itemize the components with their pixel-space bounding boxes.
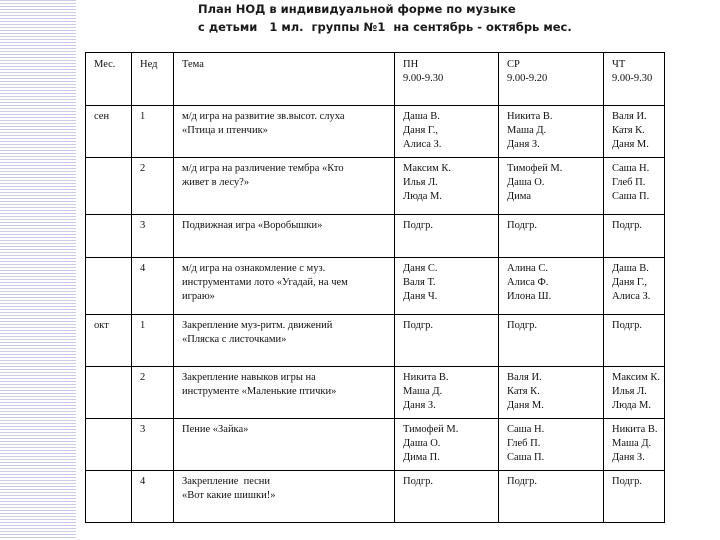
thursday-group-cell-line: Даня З. <box>612 452 645 463</box>
wednesday-group-cell <box>499 106 604 158</box>
header-cell-mon <box>395 53 499 106</box>
month-cell <box>86 315 132 367</box>
wednesday-group-cell-line: Саша Н. <box>507 424 545 435</box>
week-number: 3 <box>140 220 146 231</box>
table-row <box>86 106 665 158</box>
monday-group-cell-line: Тимофей М. <box>403 424 459 435</box>
slide-side-stripe <box>0 0 76 540</box>
wednesday-group-cell-line: Катя К. <box>507 386 540 397</box>
week-number: 2 <box>140 372 146 383</box>
month-cell <box>86 419 132 471</box>
monday-group-cell-line: Даня Ч. <box>403 291 438 302</box>
month-cell <box>86 215 132 258</box>
monday-group-cell-line: Дима П. <box>403 452 440 463</box>
theme-cell-line: инструментами лото «Угадай, на чем <box>182 277 348 288</box>
thursday-group-cell-line: Глеб П. <box>612 177 646 188</box>
week-cell <box>132 471 174 523</box>
theme-cell-line: м/д игра на ознакомление с муз. <box>182 263 326 274</box>
wednesday-group-cell-line: Подгр. <box>507 476 538 487</box>
table-row <box>86 158 665 215</box>
month-cell <box>86 471 132 523</box>
header-cell-month-line: Мес. <box>94 59 116 70</box>
thursday-group-cell <box>604 367 665 419</box>
wednesday-group-cell-line: Дима <box>507 191 532 202</box>
monday-group-cell-line: Никита В. <box>403 372 449 383</box>
monday-group-cell <box>395 158 499 215</box>
wednesday-group-cell-line: Илона Ш. <box>507 291 552 302</box>
thursday-group-cell-line: Даша В. <box>612 263 649 274</box>
thursday-group-cell <box>604 258 665 315</box>
wednesday-group-cell-line: Валя И. <box>507 372 542 383</box>
thursday-group-cell-line: Подгр. <box>612 220 643 231</box>
month-cell <box>86 158 132 215</box>
theme-cell <box>174 106 395 158</box>
wednesday-group-cell-line: Тимофей М. <box>507 163 563 174</box>
month-cell <box>86 258 132 315</box>
week-cell <box>132 158 174 215</box>
thursday-group-cell-line: Никита В. <box>612 424 658 435</box>
header-cell-theme <box>174 53 395 106</box>
monday-group-cell <box>395 367 499 419</box>
monday-group-cell <box>395 419 499 471</box>
thursday-group-cell-line: Даня М. <box>612 139 649 150</box>
monday-group-cell <box>395 471 499 523</box>
header-cell-thu <box>604 53 665 106</box>
thursday-group-cell <box>604 315 665 367</box>
table-body <box>86 53 665 523</box>
wednesday-group-cell <box>499 471 604 523</box>
wednesday-group-cell-line: Подгр. <box>507 220 538 231</box>
title-line-1: План НОД в индивидуальной форме по музыке <box>198 2 516 16</box>
monday-group-cell-line: Даша О. <box>403 438 441 449</box>
monday-group-cell-line: Даня Г., <box>403 125 439 136</box>
theme-cell <box>174 471 395 523</box>
theme-cell-line: Пение «Зайка» <box>182 424 249 435</box>
theme-cell-line: м/д игра на различение тембра «Кто <box>182 163 344 174</box>
week-number: 4 <box>140 263 146 274</box>
thursday-group-cell-line: Маша Д. <box>612 438 652 449</box>
week-cell <box>132 215 174 258</box>
thursday-group-cell-line: Саша П. <box>612 191 650 202</box>
monday-group-cell-line: Максим К. <box>403 163 452 174</box>
wednesday-group-cell <box>499 258 604 315</box>
theme-cell-line: «Птица и птенчик» <box>182 125 268 136</box>
thursday-group-cell-line: Илья Л. <box>612 386 647 397</box>
thursday-group-cell <box>604 158 665 215</box>
monday-group-cell-line: Алиса З. <box>403 139 442 150</box>
header-cell-week <box>132 53 174 106</box>
wednesday-group-cell-line: Алиса Ф. <box>507 277 549 288</box>
table-row <box>86 258 665 315</box>
thursday-group-cell-line: Люда М. <box>612 400 652 411</box>
monday-group-cell-line: Маша Д. <box>403 386 443 397</box>
theme-cell <box>174 258 395 315</box>
monday-group-cell-line: Даня З. <box>403 400 436 411</box>
monday-group-cell-line: Подгр. <box>403 220 434 231</box>
monday-group-cell-line: Подгр. <box>403 320 434 331</box>
theme-cell <box>174 367 395 419</box>
theme-cell-line: играю» <box>182 291 215 302</box>
wednesday-group-cell-line: Маша Д. <box>507 125 547 136</box>
thursday-group-cell <box>604 419 665 471</box>
wednesday-group-cell-line: Алина С. <box>507 263 548 274</box>
thursday-group-cell <box>604 471 665 523</box>
thursday-group-cell-line: Подгр. <box>612 476 643 487</box>
week-number: 3 <box>140 424 146 435</box>
thursday-group-cell <box>604 106 665 158</box>
theme-cell <box>174 315 395 367</box>
table-row <box>86 315 665 367</box>
wednesday-group-cell-line: Глеб П. <box>507 438 541 449</box>
week-number: 1 <box>140 320 146 331</box>
month-cell <box>86 106 132 158</box>
wednesday-group-cell <box>499 367 604 419</box>
theme-cell-line: «Вот какие шишки!» <box>182 490 276 501</box>
week-number: 4 <box>140 476 146 487</box>
monday-group-cell <box>395 258 499 315</box>
header-cell-mon-line: ПН <box>403 59 419 70</box>
thursday-group-cell-line: Катя К. <box>612 125 645 136</box>
month-cell <box>86 367 132 419</box>
month-label: сен <box>94 111 110 122</box>
theme-cell <box>174 215 395 258</box>
wednesday-group-cell-line: Саша П. <box>507 452 545 463</box>
theme-cell-line: Закрепление навыков игры на <box>182 372 316 383</box>
week-number: 1 <box>140 111 146 122</box>
monday-group-cell-line: Подгр. <box>403 476 434 487</box>
thursday-group-cell <box>604 215 665 258</box>
theme-cell-line: «Пляска с листочками» <box>182 334 287 345</box>
header-cell-wed-line: СР <box>507 59 520 70</box>
header-cell-thu-line: 9.00-9.30 <box>612 73 653 84</box>
table-row <box>86 215 665 258</box>
wednesday-group-cell-line: Подгр. <box>507 320 538 331</box>
table-row <box>86 471 665 523</box>
wednesday-group-cell-line: Даня З. <box>507 139 540 150</box>
theme-cell <box>174 419 395 471</box>
table-row <box>86 419 665 471</box>
wednesday-group-cell <box>499 315 604 367</box>
monday-group-cell-line: Валя Т. <box>403 277 436 288</box>
wednesday-group-cell-line: Даша О. <box>507 177 545 188</box>
week-cell <box>132 367 174 419</box>
theme-cell <box>174 158 395 215</box>
header-cell-month <box>86 53 132 106</box>
header-cell-wed-line: 9.00-9.20 <box>507 73 548 84</box>
week-cell <box>132 106 174 158</box>
lesson-plan-table <box>85 52 665 523</box>
theme-cell-line: Подвижная игра «Воробышки» <box>182 220 323 231</box>
thursday-group-cell-line: Подгр. <box>612 320 643 331</box>
theme-cell-line: инструменте «Маленькие птички» <box>182 386 337 397</box>
table-header-row <box>86 53 665 106</box>
wednesday-group-cell <box>499 419 604 471</box>
wednesday-group-cell-line: Никита В. <box>507 111 553 122</box>
header-cell-thu-line: ЧТ <box>612 59 626 70</box>
monday-group-cell <box>395 106 499 158</box>
wednesday-group-cell <box>499 158 604 215</box>
table-row <box>86 367 665 419</box>
title-line-2: с детьми 1 мл. группы №1 на сентябрь - октябрь мес. <box>198 20 572 34</box>
monday-group-cell-line: Люда М. <box>403 191 443 202</box>
month-label: окт <box>94 320 109 331</box>
week-cell <box>132 315 174 367</box>
header-cell-theme-line: Тема <box>182 59 204 70</box>
header-cell-wed <box>499 53 604 106</box>
theme-cell-line: Закрепление песни <box>182 476 271 487</box>
week-number: 2 <box>140 163 146 174</box>
monday-group-cell-line: Даша В. <box>403 111 440 122</box>
thursday-group-cell-line: Максим К. <box>612 372 661 383</box>
theme-cell-line: м/д игра на развитие зв.высот. слуха <box>182 111 345 122</box>
week-cell <box>132 258 174 315</box>
thursday-group-cell-line: Даня Г., <box>612 277 648 288</box>
monday-group-cell <box>395 215 499 258</box>
monday-group-cell-line: Даня С. <box>403 263 438 274</box>
theme-cell-line: Закрепление муз-ритм. движений <box>182 320 333 331</box>
header-cell-mon-line: 9.00-9.30 <box>403 73 444 84</box>
wednesday-group-cell <box>499 215 604 258</box>
week-cell <box>132 419 174 471</box>
thursday-group-cell-line: Алиса З. <box>612 291 651 302</box>
monday-group-cell-line: Илья Л. <box>403 177 438 188</box>
header-cell-week-line: Нед <box>140 59 158 70</box>
theme-cell-line: живет в лесу?» <box>182 177 250 188</box>
thursday-group-cell-line: Валя И. <box>612 111 647 122</box>
page-title <box>198 0 698 36</box>
wednesday-group-cell-line: Даня М. <box>507 400 544 411</box>
monday-group-cell <box>395 315 499 367</box>
thursday-group-cell-line: Саша Н. <box>612 163 650 174</box>
